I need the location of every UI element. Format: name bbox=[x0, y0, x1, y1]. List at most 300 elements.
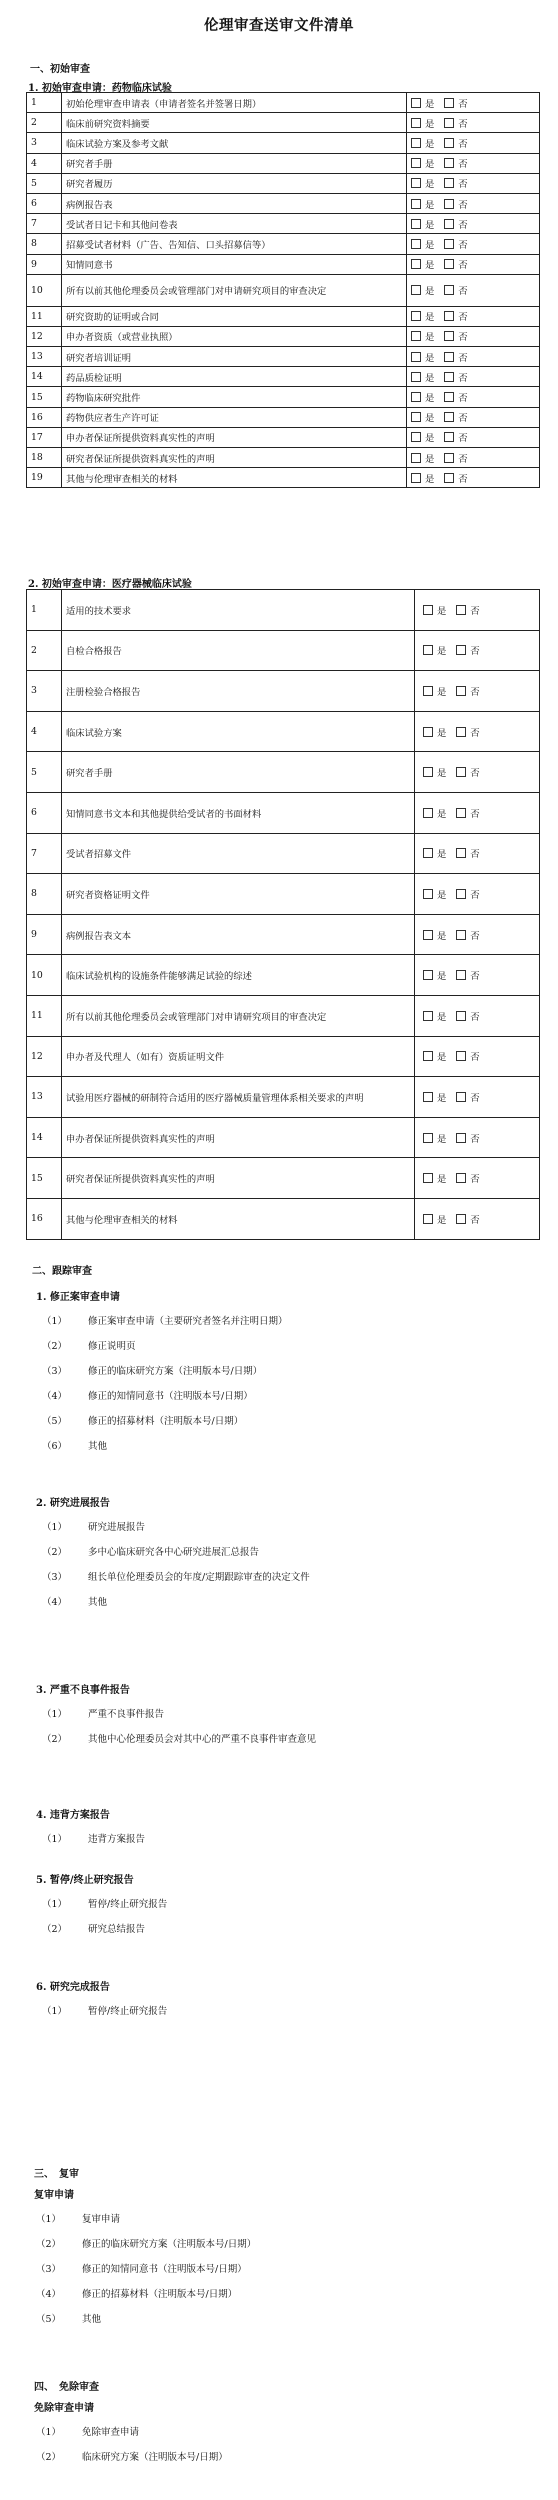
checkbox-icon bbox=[411, 239, 421, 249]
table-row bbox=[27, 1036, 540, 1077]
option-no[interactable] bbox=[456, 846, 479, 860]
option-no[interactable] bbox=[444, 116, 467, 130]
item-number: （1） bbox=[42, 1834, 68, 1845]
item-text: 其他 bbox=[88, 1597, 108, 1608]
option-no[interactable] bbox=[456, 928, 479, 942]
row-document: 病例报告表文本 bbox=[62, 914, 415, 955]
option-yes[interactable] bbox=[423, 765, 446, 779]
option-yes[interactable] bbox=[411, 410, 434, 424]
option-no[interactable] bbox=[444, 390, 467, 404]
option-yes-label: 是 bbox=[425, 352, 435, 364]
option-yes-label: 是 bbox=[425, 413, 435, 425]
checkbox-icon bbox=[444, 372, 454, 382]
checkbox-icon bbox=[423, 1133, 433, 1143]
checkbox-icon bbox=[444, 178, 454, 188]
option-no[interactable] bbox=[456, 1212, 479, 1226]
yes-no-options bbox=[407, 113, 540, 133]
row-document: 研究者保证所提供资料真实性的声明 bbox=[62, 1158, 415, 1199]
item-text: 违背方案报告 bbox=[88, 1834, 146, 1845]
option-no[interactable] bbox=[444, 410, 467, 424]
yes-no-options bbox=[415, 1077, 540, 1118]
option-yes[interactable] bbox=[423, 1131, 446, 1145]
option-yes-label: 是 bbox=[437, 1214, 447, 1226]
checkbox-icon bbox=[444, 331, 454, 341]
option-yes[interactable] bbox=[411, 217, 434, 231]
table-row bbox=[27, 711, 540, 752]
row-document: 研究者资格证明文件 bbox=[62, 874, 415, 915]
row-number: 6 bbox=[27, 193, 62, 213]
option-yes[interactable] bbox=[423, 1090, 446, 1104]
yes-no-options bbox=[415, 1198, 540, 1239]
checkbox-icon bbox=[444, 98, 454, 108]
table-row bbox=[27, 874, 540, 915]
row-document: 所有以前其他伦理委员会或管理部门对申请研究项目的审查决定 bbox=[62, 274, 407, 306]
option-no[interactable] bbox=[444, 257, 467, 271]
option-yes[interactable] bbox=[411, 283, 434, 297]
option-yes[interactable] bbox=[411, 309, 434, 323]
option-no-label: 否 bbox=[458, 286, 468, 298]
checkbox-icon bbox=[411, 178, 421, 188]
option-no[interactable] bbox=[444, 370, 467, 384]
checkbox-icon bbox=[456, 970, 466, 980]
checkbox-icon bbox=[444, 352, 454, 362]
row-document: 试验用医疗器械的研制符合适用的医疗器械质量管理体系相关要求的声明 bbox=[62, 1077, 415, 1118]
table-row bbox=[27, 752, 540, 793]
checkbox-icon bbox=[444, 311, 454, 321]
table-row bbox=[27, 1077, 540, 1118]
checkbox-icon bbox=[411, 98, 421, 108]
option-yes[interactable] bbox=[411, 370, 434, 384]
option-no-label: 否 bbox=[470, 930, 480, 942]
option-yes-label: 是 bbox=[437, 849, 447, 861]
row-document: 药物临床研究批件 bbox=[62, 387, 407, 407]
table-row bbox=[27, 1117, 540, 1158]
option-yes[interactable] bbox=[411, 156, 434, 170]
option-yes-label: 是 bbox=[437, 1011, 447, 1023]
option-no[interactable] bbox=[456, 1009, 479, 1023]
yes-no-options bbox=[407, 326, 540, 346]
table-row bbox=[27, 995, 540, 1036]
row-document: 其他与伦理审查相关的材料 bbox=[62, 468, 407, 488]
checkbox-icon bbox=[411, 392, 421, 402]
item-text: 免除审查申请 bbox=[82, 2427, 140, 2438]
row-number: 12 bbox=[27, 326, 62, 346]
row-number: 1 bbox=[27, 590, 62, 631]
checkbox-icon bbox=[456, 727, 466, 737]
table-row bbox=[27, 671, 540, 712]
list-item bbox=[42, 1519, 145, 1533]
item-number: （2） bbox=[42, 1734, 68, 1745]
checkbox-icon bbox=[456, 889, 466, 899]
item-text: 严重不良事件报告 bbox=[88, 1709, 165, 1720]
row-document: 所有以前其他伦理委员会或管理部门对申请研究项目的审查决定 bbox=[62, 995, 415, 1036]
checkbox-icon bbox=[423, 1173, 433, 1183]
option-yes-label: 是 bbox=[437, 1133, 447, 1145]
table-row bbox=[27, 133, 540, 153]
checkbox-icon bbox=[444, 199, 454, 209]
option-yes-label: 是 bbox=[437, 605, 447, 617]
option-yes-label: 是 bbox=[437, 1052, 447, 1064]
row-document: 初始伦理审查申请表（申请者签名并签署日期） bbox=[62, 93, 407, 113]
option-yes-label: 是 bbox=[437, 646, 447, 658]
option-no[interactable] bbox=[444, 430, 467, 444]
option-no-label: 否 bbox=[458, 239, 468, 251]
yes-no-options bbox=[415, 671, 540, 712]
section-re-review-heading: 三、 复审 bbox=[34, 2169, 79, 2180]
checkbox-icon bbox=[444, 158, 454, 168]
option-no[interactable] bbox=[456, 765, 479, 779]
checkbox-icon bbox=[456, 1133, 466, 1143]
option-yes[interactable] bbox=[411, 257, 434, 271]
checkbox-icon bbox=[423, 645, 433, 655]
checkbox-icon bbox=[423, 930, 433, 940]
row-number: 1 bbox=[27, 93, 62, 113]
table-row bbox=[27, 234, 540, 254]
option-yes[interactable] bbox=[411, 430, 434, 444]
list-item bbox=[42, 1438, 107, 1452]
checkbox-icon bbox=[423, 848, 433, 858]
table-row bbox=[27, 173, 540, 193]
checkbox-icon bbox=[423, 1214, 433, 1224]
option-no-label: 否 bbox=[458, 159, 468, 171]
yes-no-options bbox=[415, 1117, 540, 1158]
option-yes[interactable] bbox=[411, 329, 434, 343]
item-text: 其他 bbox=[82, 2314, 102, 2325]
row-number: 13 bbox=[27, 347, 62, 367]
row-number: 10 bbox=[27, 955, 62, 996]
checkbox-icon bbox=[456, 1051, 466, 1061]
item-text: 修正的临床研究方案（注明版本号/日期） bbox=[88, 1366, 263, 1377]
list-item bbox=[36, 2311, 101, 2325]
item-text: 组长单位伦理委员会的年度/定期跟踪审查的决定文件 bbox=[88, 1572, 310, 1583]
checkbox-icon bbox=[423, 808, 433, 818]
option-no[interactable] bbox=[456, 725, 479, 739]
yes-no-options bbox=[415, 752, 540, 793]
table-row bbox=[27, 955, 540, 996]
followup-group-heading: 2. 研究进展报告 bbox=[36, 1498, 110, 1509]
item-number: （2） bbox=[42, 1924, 68, 1935]
row-number: 8 bbox=[27, 234, 62, 254]
option-yes[interactable] bbox=[423, 1049, 446, 1063]
checkbox-icon bbox=[444, 432, 454, 442]
option-yes-label: 是 bbox=[425, 179, 435, 191]
option-no[interactable] bbox=[444, 217, 467, 231]
option-no-label: 否 bbox=[470, 808, 480, 820]
table-row bbox=[27, 407, 540, 427]
item-text: 多中心临床研究各中心研究进展汇总报告 bbox=[88, 1547, 260, 1558]
table-row bbox=[27, 254, 540, 274]
option-yes[interactable] bbox=[423, 928, 446, 942]
list-item bbox=[36, 2261, 247, 2275]
item-text: 研究进展报告 bbox=[88, 1522, 146, 1533]
option-yes[interactable] bbox=[411, 390, 434, 404]
checkbox-icon bbox=[444, 285, 454, 295]
option-yes[interactable] bbox=[411, 471, 434, 485]
table-row bbox=[27, 193, 540, 213]
option-yes[interactable] bbox=[423, 887, 446, 901]
yes-no-options bbox=[407, 234, 540, 254]
option-no-label: 否 bbox=[458, 413, 468, 425]
row-number: 17 bbox=[27, 427, 62, 447]
option-no[interactable] bbox=[456, 1049, 479, 1063]
row-number: 5 bbox=[27, 173, 62, 193]
option-yes[interactable] bbox=[411, 136, 434, 150]
row-document: 研究资助的证明或合同 bbox=[62, 306, 407, 326]
checkbox-icon bbox=[444, 259, 454, 269]
list-item bbox=[42, 1594, 107, 1608]
option-yes[interactable] bbox=[411, 451, 434, 465]
yes-no-options bbox=[415, 833, 540, 874]
option-yes[interactable] bbox=[423, 725, 446, 739]
option-no-label: 否 bbox=[458, 118, 468, 130]
option-yes[interactable] bbox=[411, 197, 434, 211]
option-no-label: 否 bbox=[470, 1133, 480, 1145]
item-text: 修正案审查申请（主要研究者签名并注明日期） bbox=[88, 1316, 288, 1327]
option-no[interactable] bbox=[444, 176, 467, 190]
row-number: 5 bbox=[27, 752, 62, 793]
yes-no-options bbox=[415, 630, 540, 671]
item-number: （1） bbox=[42, 2006, 68, 2017]
list-item bbox=[42, 1731, 316, 1745]
checkbox-icon bbox=[411, 259, 421, 269]
row-document: 病例报告表 bbox=[62, 193, 407, 213]
item-number: （1） bbox=[42, 1316, 68, 1327]
checkbox-icon bbox=[411, 158, 421, 168]
option-yes[interactable] bbox=[411, 237, 434, 251]
option-yes[interactable] bbox=[411, 116, 434, 130]
option-no[interactable] bbox=[444, 309, 467, 323]
row-document: 招募受试者材料（广告、告知信、口头招募信等） bbox=[62, 234, 407, 254]
row-number: 13 bbox=[27, 1077, 62, 1118]
row-number: 18 bbox=[27, 448, 62, 468]
checkbox-icon bbox=[423, 605, 433, 615]
yes-no-options bbox=[407, 306, 540, 326]
option-yes[interactable] bbox=[423, 1009, 446, 1023]
table-row bbox=[27, 833, 540, 874]
list-item bbox=[36, 2236, 256, 2250]
row-document: 受试者日记卡和其他问卷表 bbox=[62, 214, 407, 234]
item-number: （2） bbox=[36, 2239, 62, 2250]
yes-no-options bbox=[407, 93, 540, 113]
option-no-label: 否 bbox=[458, 179, 468, 191]
option-no[interactable] bbox=[444, 96, 467, 110]
option-yes[interactable] bbox=[411, 176, 434, 190]
item-number: （4） bbox=[36, 2289, 62, 2300]
option-no-label: 否 bbox=[470, 646, 480, 658]
option-no[interactable] bbox=[456, 643, 479, 657]
row-number: 14 bbox=[27, 1117, 62, 1158]
option-yes-label: 是 bbox=[437, 686, 447, 698]
row-document: 适用的技术要求 bbox=[62, 590, 415, 631]
option-no-label: 否 bbox=[470, 727, 480, 739]
drug-trial-heading: 1. 初始审查申请：药物临床试验 bbox=[28, 83, 172, 94]
list-item bbox=[42, 1706, 164, 1720]
yes-no-options bbox=[407, 468, 540, 488]
list-item bbox=[36, 2211, 120, 2225]
followup-group-heading: 4. 违背方案报告 bbox=[36, 1810, 110, 1821]
option-yes-label: 是 bbox=[437, 768, 447, 780]
option-no[interactable] bbox=[444, 156, 467, 170]
option-yes[interactable] bbox=[423, 603, 446, 617]
item-number: （1） bbox=[36, 2427, 62, 2438]
yes-no-options bbox=[415, 1036, 540, 1077]
list-item bbox=[42, 1413, 243, 1427]
drug-trial-checklist-table bbox=[26, 92, 540, 488]
list-item bbox=[42, 1388, 253, 1402]
item-number: （5） bbox=[42, 1416, 68, 1427]
yes-no-options bbox=[415, 995, 540, 1036]
item-number: （3） bbox=[42, 1366, 68, 1377]
option-yes-label: 是 bbox=[425, 286, 435, 298]
row-document: 申办者保证所提供资料真实性的声明 bbox=[62, 1117, 415, 1158]
checkbox-icon bbox=[444, 138, 454, 148]
option-no[interactable] bbox=[456, 887, 479, 901]
table-row bbox=[27, 1198, 540, 1239]
option-no-label: 否 bbox=[470, 686, 480, 698]
checkbox-icon bbox=[411, 352, 421, 362]
yes-no-options bbox=[415, 1158, 540, 1199]
option-no-label: 否 bbox=[458, 332, 468, 344]
option-yes[interactable] bbox=[423, 846, 446, 860]
item-text: 暂停/终止研究报告 bbox=[88, 1899, 168, 1910]
row-number: 7 bbox=[27, 214, 62, 234]
checkbox-icon bbox=[411, 285, 421, 295]
item-number: （2） bbox=[42, 1341, 68, 1352]
checkbox-icon bbox=[411, 432, 421, 442]
row-number: 15 bbox=[27, 387, 62, 407]
table-row bbox=[27, 1158, 540, 1199]
checkbox-icon bbox=[456, 808, 466, 818]
option-no[interactable] bbox=[444, 283, 467, 297]
option-yes[interactable] bbox=[423, 643, 446, 657]
option-no-label: 否 bbox=[458, 199, 468, 211]
option-no[interactable] bbox=[444, 329, 467, 343]
item-number: （2） bbox=[36, 2452, 62, 2463]
option-no-label: 否 bbox=[470, 768, 480, 780]
option-no[interactable] bbox=[456, 806, 479, 820]
item-number: （1） bbox=[42, 1899, 68, 1910]
row-document: 注册检验合格报告 bbox=[62, 671, 415, 712]
option-no[interactable] bbox=[444, 136, 467, 150]
section-initial-review-heading: 一、初始审查 bbox=[30, 64, 90, 75]
option-no[interactable] bbox=[444, 237, 467, 251]
row-number: 4 bbox=[27, 711, 62, 752]
option-no-label: 否 bbox=[458, 473, 468, 485]
yes-no-options bbox=[415, 792, 540, 833]
list-item bbox=[42, 1363, 262, 1377]
checkbox-icon bbox=[444, 239, 454, 249]
option-no[interactable] bbox=[444, 350, 467, 364]
option-no[interactable] bbox=[456, 1171, 479, 1185]
option-no-label: 否 bbox=[458, 98, 468, 110]
item-text: 研究总结报告 bbox=[88, 1924, 146, 1935]
checkbox-icon bbox=[456, 767, 466, 777]
option-yes[interactable] bbox=[423, 806, 446, 820]
followup-group-heading: 1. 修正案审查申请 bbox=[36, 1292, 120, 1303]
section-followup-heading: 二、跟踪审查 bbox=[32, 1266, 92, 1277]
checkbox-icon bbox=[411, 473, 421, 483]
checkbox-icon bbox=[411, 311, 421, 321]
yes-no-options bbox=[407, 387, 540, 407]
option-yes-label: 是 bbox=[425, 433, 435, 445]
option-yes[interactable] bbox=[423, 968, 446, 982]
item-number: （2） bbox=[42, 1547, 68, 1558]
option-no[interactable] bbox=[444, 197, 467, 211]
checkbox-icon bbox=[456, 930, 466, 940]
row-number: 2 bbox=[27, 113, 62, 133]
checkbox-icon bbox=[456, 848, 466, 858]
checkbox-icon bbox=[411, 118, 421, 128]
table-row bbox=[27, 590, 540, 631]
item-number: （1） bbox=[42, 1522, 68, 1533]
checkbox-icon bbox=[411, 412, 421, 422]
option-no-label: 否 bbox=[470, 1214, 480, 1226]
yes-no-options bbox=[407, 254, 540, 274]
device-trial-heading: 2. 初始审查申请：医疗器械临床试验 bbox=[28, 579, 192, 590]
followup-group-heading: 6. 研究完成报告 bbox=[36, 1982, 110, 1993]
row-document: 研究者培训证明 bbox=[62, 347, 407, 367]
option-yes-label: 是 bbox=[425, 393, 435, 405]
checkbox-icon bbox=[423, 970, 433, 980]
item-number: （5） bbox=[36, 2314, 62, 2325]
option-yes-label: 是 bbox=[425, 98, 435, 110]
option-yes-label: 是 bbox=[437, 808, 447, 820]
option-yes[interactable] bbox=[423, 1171, 446, 1185]
row-document: 临床试验机构的设施条件能够满足试验的综述 bbox=[62, 955, 415, 996]
row-number: 12 bbox=[27, 1036, 62, 1077]
checkbox-icon bbox=[444, 473, 454, 483]
yes-no-options bbox=[415, 914, 540, 955]
option-yes-label: 是 bbox=[425, 332, 435, 344]
yes-no-options bbox=[407, 367, 540, 387]
option-yes[interactable] bbox=[423, 1212, 446, 1226]
option-no-label: 否 bbox=[458, 393, 468, 405]
checkbox-icon bbox=[456, 686, 466, 696]
option-no[interactable] bbox=[456, 1131, 479, 1145]
option-no-label: 否 bbox=[458, 312, 468, 324]
item-text: 修正的临床研究方案（注明版本号/日期） bbox=[82, 2239, 257, 2250]
checkbox-icon bbox=[456, 605, 466, 615]
option-no[interactable] bbox=[444, 451, 467, 465]
row-number: 10 bbox=[27, 274, 62, 306]
option-no[interactable] bbox=[456, 603, 479, 617]
checkbox-icon bbox=[411, 372, 421, 382]
option-yes-label: 是 bbox=[425, 260, 435, 272]
option-yes[interactable] bbox=[423, 684, 446, 698]
option-no[interactable] bbox=[444, 471, 467, 485]
row-document: 受试者招募文件 bbox=[62, 833, 415, 874]
page-title: 伦理审查送审文件清单 bbox=[204, 17, 354, 34]
option-yes-label: 是 bbox=[437, 971, 447, 983]
checkbox-icon bbox=[411, 453, 421, 463]
item-number: （4） bbox=[42, 1391, 68, 1402]
option-no[interactable] bbox=[456, 684, 479, 698]
row-number: 6 bbox=[27, 792, 62, 833]
option-no-label: 否 bbox=[458, 138, 468, 150]
row-number: 9 bbox=[27, 254, 62, 274]
option-yes[interactable] bbox=[411, 96, 434, 110]
option-no[interactable] bbox=[456, 1090, 479, 1104]
item-text: 修正的知情同意书（注明版本号/日期） bbox=[82, 2264, 247, 2275]
table-row bbox=[27, 274, 540, 306]
yes-no-options bbox=[415, 711, 540, 752]
item-number: （1） bbox=[42, 1709, 68, 1720]
checkbox-icon bbox=[411, 331, 421, 341]
option-no[interactable] bbox=[456, 968, 479, 982]
row-document: 知情同意书文本和其他提供给受试者的书面材料 bbox=[62, 792, 415, 833]
option-yes[interactable] bbox=[411, 350, 434, 364]
re-review-subheading: 复审申请 bbox=[34, 2190, 74, 2201]
